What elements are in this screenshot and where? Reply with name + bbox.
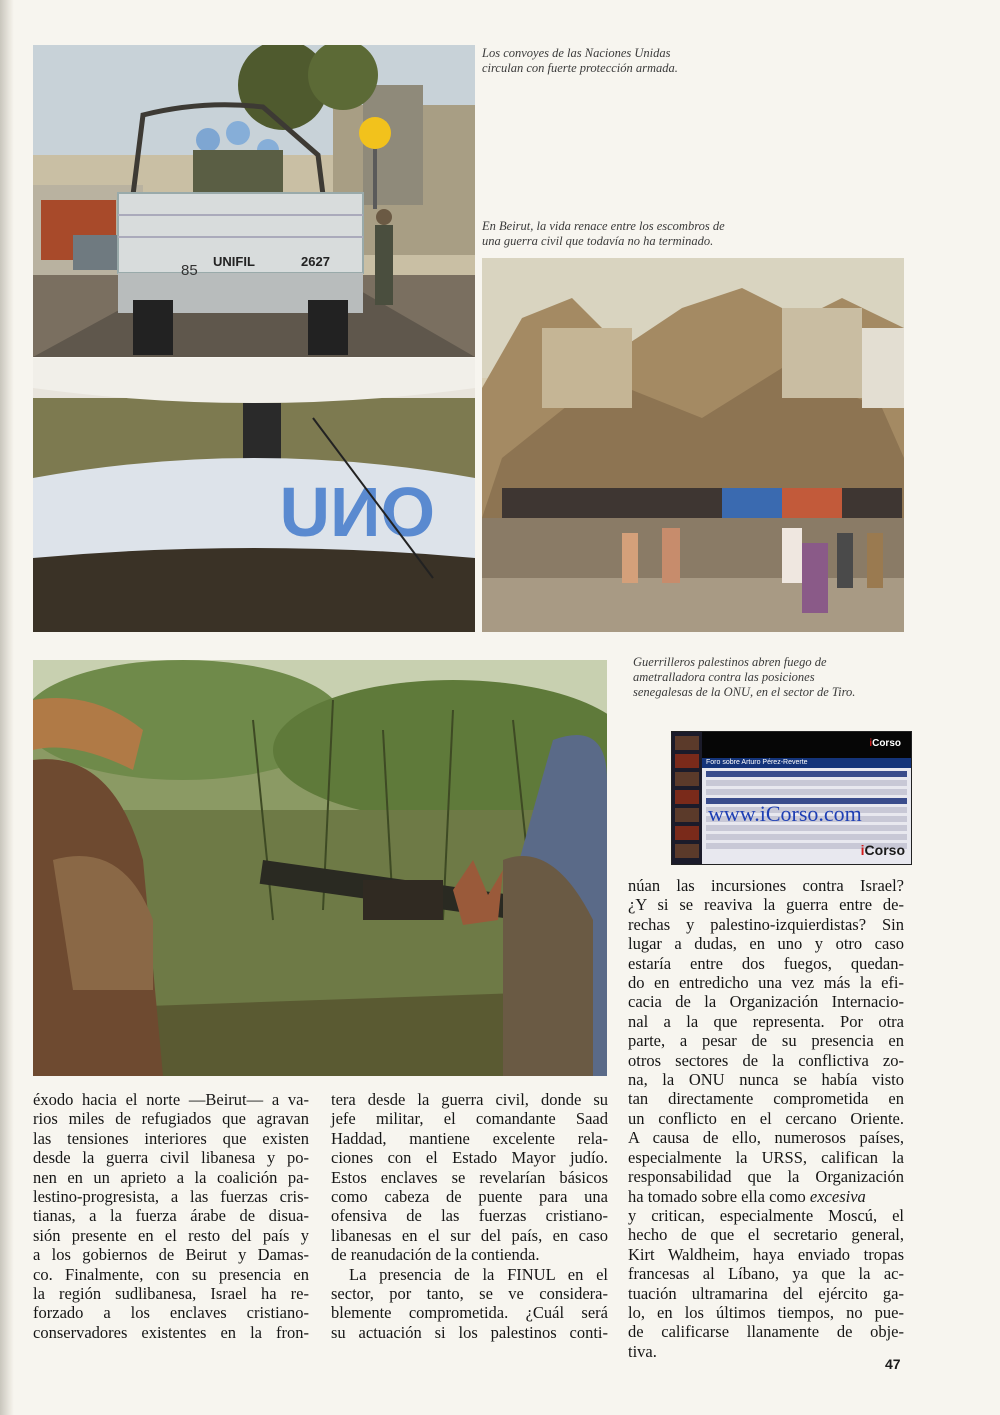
- text-line: sector, por tanto, se ve considera-: [331, 1284, 608, 1304]
- emphasis-text: excesiva: [809, 1186, 866, 1206]
- photo-beirut-ruins-market: [482, 258, 904, 632]
- text-line: hecho de que el secretario general,: [628, 1225, 904, 1245]
- caption-line: Guerrilleros palestinos abren fuego de: [633, 655, 827, 669]
- text-line: tan directamente comprometida en: [628, 1089, 904, 1109]
- text-line: un conflicto en el cercano Oriente.: [628, 1108, 904, 1128]
- text-line: do en entredicho una vez más la efi-: [628, 973, 904, 993]
- truck-side-number: 85: [181, 262, 198, 279]
- text-line: estaría entre dos fuegos, quedan-: [628, 953, 904, 973]
- text-line: las tensiones interiores que existen: [33, 1128, 309, 1148]
- photo-guerrillas-machine-gun: [33, 660, 607, 1076]
- text-line: a los gobiernos de Beirut y Damas-: [33, 1245, 309, 1265]
- text-line: tianas, a la fuerza árabe de disua-: [33, 1206, 309, 1226]
- website-banner[interactable]: [671, 731, 912, 865]
- text-line: Estos enclaves se revelarían básicos: [331, 1167, 608, 1187]
- banner-sidebar: [672, 732, 702, 864]
- text-line: francesas al Líbano, ya que la ac-: [628, 1264, 904, 1284]
- text-line: otros sectores de la conflictiva zo-: [628, 1050, 904, 1070]
- text-line: Haddad, mantiene excelente rela-: [331, 1128, 608, 1148]
- caption-convoy: [482, 46, 678, 76]
- text-line: especialmente la URSS, califican la: [628, 1147, 904, 1167]
- text-line: desde la guerra civil libanesa y po-: [33, 1148, 309, 1168]
- text-line: de reanudación de la contienda.: [331, 1245, 540, 1265]
- text-line: blemente comprometida. ¿Cuál será: [331, 1303, 608, 1323]
- text-line: lestino-progresista, a las fuerzas cris-: [33, 1187, 309, 1207]
- text-line: lugar a dudas, en uno y otro caso: [628, 934, 904, 954]
- banner-brand-logo-bottom: iCorso: [860, 842, 905, 858]
- text-line: Kirt Waldheim, haya enviado tropas: [628, 1244, 904, 1264]
- banner-brand-logo: iCorso: [869, 738, 901, 749]
- text-line: como cabeza de puente para una: [331, 1187, 608, 1207]
- text-line: nen en un aprieto a la coalición pa-: [33, 1167, 309, 1187]
- page-spine-shadow: [0, 0, 14, 1415]
- caption-beirut: [482, 219, 725, 249]
- banner-url-link[interactable]: www.iCorso.com: [708, 801, 862, 826]
- banner-header: [702, 732, 911, 758]
- truck-plate-text: UNIFIL: [213, 254, 255, 269]
- text-line: libanesas en el sur del país, en caso: [331, 1225, 608, 1245]
- caption-line: senegalesas de la ONU, en el sector de Tiro.: [633, 685, 856, 699]
- text-line: de calificarse llanamente de obje-: [628, 1322, 904, 1342]
- truck-number-text: 2627: [301, 254, 330, 269]
- text-line: rechas y palestino-izquierdistas? Sin: [628, 914, 904, 934]
- text-fragment: ha tomado sobre ella como: [628, 1186, 806, 1206]
- text-line: su actuación si los palestinos conti-: [331, 1322, 608, 1342]
- text-line: rios miles de refugiados que agravan: [33, 1109, 309, 1129]
- text-column-3: [628, 876, 904, 1361]
- text-line: jefe militar, el comandante Saad: [331, 1109, 608, 1129]
- text-line: cacia de la Organización Internacio-: [628, 992, 904, 1012]
- caption-line: ametralladora contra las posiciones: [633, 670, 815, 684]
- hood-onu-letters: ONU: [279, 473, 435, 551]
- caption-line: circulan con fuerte protección armada.: [482, 61, 678, 75]
- text-line: tiva.: [628, 1341, 657, 1361]
- page-number: 47: [885, 1356, 901, 1372]
- caption-line: En Beirut, la vida renace entre los escombros de: [482, 219, 725, 233]
- caption-guerrillas: [633, 655, 855, 700]
- caption-line: Los convoyes de las Naciones Unidas: [482, 46, 671, 60]
- text-line: ciones con el Estado Mayor judío.: [331, 1148, 608, 1168]
- text-line: ¿Y si se reaviva la guerra entre de-: [628, 895, 904, 915]
- text-line: núan las incursiones contra Israel?: [628, 876, 904, 895]
- text-line: conservadores existentes en la fron-: [33, 1322, 309, 1342]
- text-line: [628, 1187, 904, 1206]
- text-line: co. Finalmente, con su presencia en: [33, 1264, 309, 1284]
- text-line: A causa de ello, numerosos países,: [628, 1128, 904, 1148]
- text-line: nal a la que representa. Por otra: [628, 1011, 904, 1031]
- text-line: la región sudlibanesa, Israel ha re-: [33, 1284, 309, 1304]
- text-column-2: [331, 1090, 608, 1342]
- photo-un-convoy-truck: [33, 45, 475, 357]
- caption-line: una guerra civil que todavía no ha terminado.: [482, 234, 714, 248]
- text-line: forzado a los enclaves cristiano-: [33, 1303, 309, 1323]
- text-line: lo, en los últimos tiempos, no pue-: [628, 1302, 904, 1322]
- text-line: na, la ONU nunca se había visto: [628, 1070, 904, 1090]
- text-line: éxodo hacia el norte —Beirut— a va-: [33, 1090, 309, 1109]
- text-line: sión presente en el resto del país y: [33, 1225, 309, 1245]
- text-column-1: [33, 1090, 309, 1342]
- text-line: y critican, especialmente Moscú, el: [628, 1205, 904, 1225]
- text-line: tera desde la guerra civil, donde su: [331, 1090, 608, 1109]
- text-line: responsabilidad que la Organización: [628, 1167, 904, 1187]
- text-line: ofensiva de las fuerzas cristiano-: [331, 1206, 608, 1226]
- text-line: tuación ultramarina del ejército ga-: [628, 1283, 904, 1303]
- text-line: parte, a pesar de su presencia en: [628, 1031, 904, 1051]
- text-line: La presencia de la FINUL en el: [349, 1264, 608, 1284]
- banner-forum-title: Foro sobre Arturo Pérez-Reverte: [702, 758, 911, 768]
- photo-onu-windshield: [33, 358, 475, 632]
